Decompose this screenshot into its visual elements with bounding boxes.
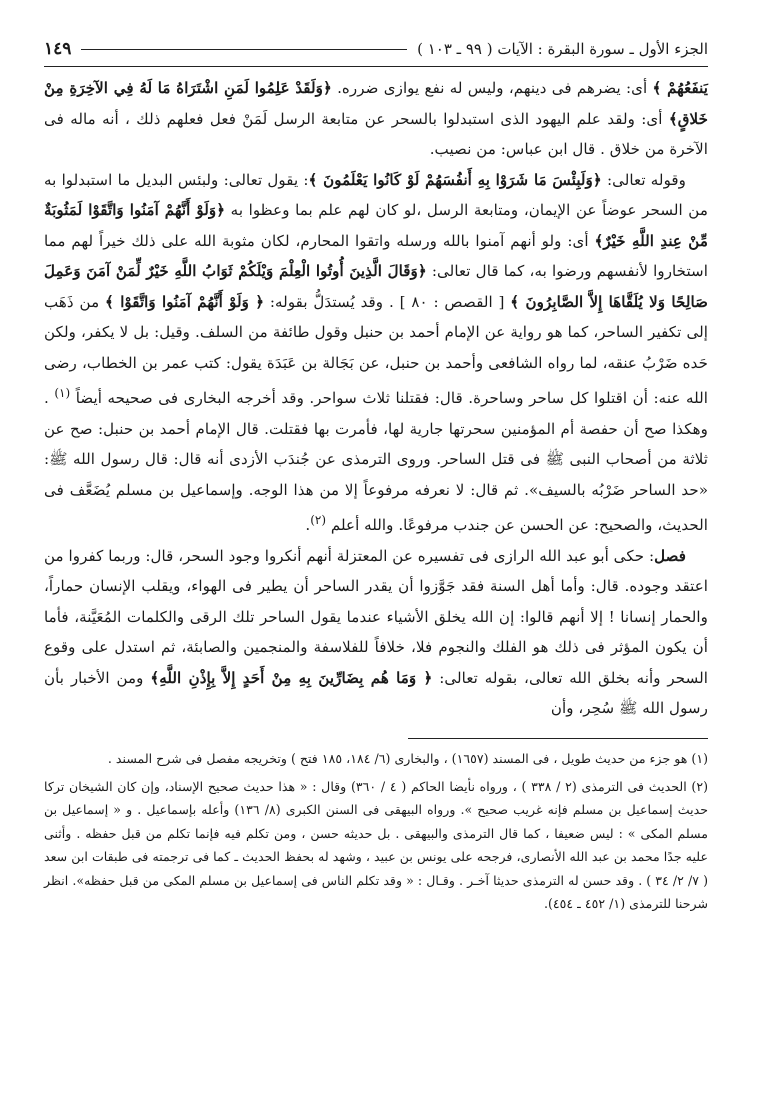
running-header (44, 38, 708, 67)
paragraph (44, 541, 708, 724)
text-run: ومن الأخبار بأن رسول الله ﷺ سُحِر، وأن (44, 668, 708, 718)
quran-verse: ﴿وَلَقَدْ عَلِمُوا لَمَنِ اشْتَرَاهُ مَا لَهُ فِي الآخِرَةِ مِنْ خَلاقٍ﴾ (44, 79, 708, 128)
footnote: (٢) الحديث فى الترمذى (٢ / ٣٣٨ ) ، ورواه نأيضا الحاكم ( ٤ / ٣٦٠) وقال : « هذا حديث صحيح الإسناد، وإن كان الشيخان تركا حديث إسماعيل بن مسلم فإنه غريب صحيح ». ورواه البيهقى فى السنن الكبرى (٨/ ١٣٦) وأعله بإسماعيل . و « إسماعيل بن مسلم المكى » : ليس ضعيفا ، كما قال الترمذى والبيهقى . بل حديثه حسن ، ومن تكلم فيه فإنما تكلم من قبل حفظه . وأثنى عليه جدًا محمد بن عبد الله الأنصارى، فرجحه على يونس بن عبيد ، وشهد له بحفظ الحديث ـ كما فى ترجمته فى طبقات ابن سعد ( ٧/ ٢/ ٣٤ ) . وقد حسن له الترمذى حديثا آخـر . وقـال : « وقد تكلم الناس فى إسماعيل بن مسلم المكى من قبل حفظه». انظر شرحنا للترمذى (١/ ٤٥٢ ـ ٤٥٤). (44, 778, 709, 912)
header-title: الجزء الأول ـ سورة البقرة : الآيات ( ٩٩ ـ ١٠٣ ) (417, 40, 708, 58)
footnote-ref: (٢) (310, 513, 327, 528)
text-run: أى: ولو أنهم آمنوا بالله ورسله واتقوا المحارم، لكان مثوبة الله على ذلك خيراً لهم مما استخاروا لأنفسهم ورضوا به، كما قال تعالى: (44, 231, 708, 280)
footnotes (44, 747, 708, 916)
section-heading: فصل (654, 546, 686, 565)
text-run: من ذَهَب إلى تكفير الساحر، كما هو رواية عن الإمام أحمد بن حنبل وقول طائفة من السلف. وقيل: بل لا يكفر، ولكن حَده ضَرْبُ عنقه، لما رواه الشافعى وأحمد بن حنبل، عن بَجَالة بن عَبَدَة يقول: كتب عمر بن الخطاب، رضى الله عنه: أن اقتلوا كل ساحر وساحرة. قال: فقتلنا ثلاث سواحر. وقد أخرجه البخارى فى صحيحه أيضاً (44, 292, 709, 408)
header-rule (81, 49, 407, 50)
quran-verse: يَنفَعُهُمْ ﴾ (652, 79, 708, 97)
footnote-ref: (١) (54, 386, 71, 400)
quran-verse: ﴿وَقَالَ الَّذِينَ أُوتُوا الْعِلْمَ وَيْلَكُمْ ثَوَابُ اللَّهِ خَيْرٌ لِّمَنْ آمَنَ وَعَمِلَ صَالِحًا وَلا يُلَقَّاهَا إِلاَّ الصَّابِرُونَ ﴾ (44, 262, 708, 311)
text-run: : يقول تعالى: ولبئس البديل ما استبدلوا به من السحر عوضاً عن الإيمان، ومتابعة الرسل ،لو كان لهم علم بما وعظوا به (44, 170, 708, 219)
quran-verse: ﴿ وَلَوْ أَنَّهُمْ آمَنُوا وَاتَّقَوْا ﴾ (105, 292, 265, 311)
quran-verse: ﴿وَلَوْ أَنَّهُمْ آمَنُوا وَاتَّقَوْا لَمَثُوبَةٌ مِّنْ عِندِ اللَّهِ خَيْرٌ﴾ (44, 201, 708, 250)
text-run: : حكى أبو عبد الله الرازى فى تفسيره عن المعتزلة أنهم أنكروا وجود السحر، قال: وربما كفروا من اعتقد وجوده. قال: وأما أهل السنة فقد جَوَّزوا أن يقدر الساحر أن يطير فى الهواء، ويقلب الإنسان حماراً، والحمار إنسانا ! إلا أنهم قالوا: إن الله يخلق الأشياء عندما يقول الساحر تلك الرقى والكلمات المُعَيَّنة، فأما أن يكون المؤثر فى ذلك هو الفلك والنجوم فلا، خلافاً للفلاسفة والمنجمين والصابئة، ثم استدل على وقوع السحر وأنه بخلق الله تعالى، بقوله تعالى: (44, 546, 708, 687)
text-run: أى: ولقد علم اليهود الذى استبدلوا بالسحر عن متابعة الرسل لَمَنْ فعل فعلهم ذلك ، أنه ماله فى الآخرة من خلاق . قال ابن عباس: من نصيب. (44, 109, 708, 158)
text-run: [ القصص : ٨٠ ] . وقد يُستدَلُّ بقوله: (264, 292, 511, 311)
text-run: وقوله تعالى: (601, 170, 687, 189)
text-run: . وهكذا صح أن حفصة أم المؤمنين سحرتها جارية لها، فأمرت بها فقتلت. قال الإمام أحمد بن حنبل: صح عن ثلاثة من أصحاب النبى ﷺ فى قتل الساحر. وروى الترمذى عن جُندَب الأزدى أنه قال: قال رسول الله ﷺ: «حد الساحر ضَرْبُه بالسيف». ثم قال: لا نعرفه مرفوعاً إلا من هذا الوجه. وإسماعيل بن مسلم يُضَعَّف فى الحديث، والصحيح: عن الحسن عن جندب مرفوعًا. والله أعلم (44, 389, 708, 535)
body-text (44, 73, 708, 724)
page-number: ١٤٩ (44, 39, 72, 59)
paragraph (44, 165, 708, 541)
quran-verse: ﴿وَلَبِئْسَ مَا شَرَوْا بِهِ أَنفُسَهُمْ لَوْ كَانُوا يَعْلَمُونَ ﴾ (308, 170, 602, 189)
text-run: . (305, 516, 311, 535)
paragraph (44, 73, 708, 165)
footnote: (١) هو جزء من حديث طويل ، فى المسند (١٦٥٧) ، والبخارى (٦/ ١٨٤، ١٨٥ فتح ) وتخريجه مفصل فى شرح المسند . (107, 751, 708, 767)
quran-verse: ﴿ وَمَا هُم بِضَارِّينَ بِهِ مِنْ أَحَدٍ إِلاَّ بِإِذْنِ اللَّهِ﴾ (150, 668, 433, 687)
footnote-separator (408, 738, 708, 740)
text-run: أى: يضرهم فى دينهم، وليس له نفع يوازى ضرره. (331, 79, 653, 97)
